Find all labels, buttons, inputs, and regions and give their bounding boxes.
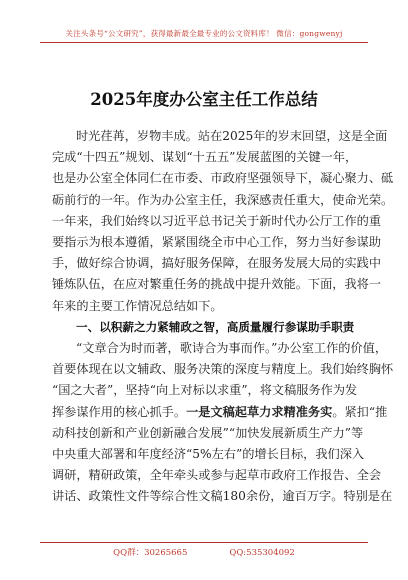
paragraph-line: 讲话、政策性文件等综合性文稿180余份，逾百万字。特别是在 [52, 489, 393, 504]
section-heading: 一、以积薪之力紧辅政之智，高质量履行参谋助手职责 [76, 319, 355, 334]
paragraph-line: “文章合为时而著，歌诗合为事而作。”办公室工作的价值， [76, 341, 388, 356]
paragraph-line: 也是办公室全体同仁在市委、市政府坚强领导下，凝心聚力、砥 [52, 171, 394, 186]
paragraph-line: 时光荏苒，岁物丰成。站在2025年的岁末回望，这是全面 [76, 129, 388, 143]
paragraph-line: “国之大者”，坚持“向上对标以求重”，将文稿服务作为发 [52, 383, 358, 398]
paragraph-line: 要指示为根本遵循，紧紧围绕全市中心工作，努力当好参谋助 [52, 235, 382, 250]
paragraph-line: 调研，精研政策，全年牵头或参与起草市政府工作报告、全会 [52, 468, 382, 483]
paragraph-line: 一年来，我们始终以习近平总书记关于新时代办公厅工作的重 [52, 213, 382, 228]
paragraph-line: 动科技创新和产业创新融合发展”“加快发展新质生产力”等 [52, 425, 364, 440]
page-title: 2025年度办公室主任工作总结 [90, 90, 318, 109]
paragraph-line: 中央重大部署和年度经济“5%左右”的增长目标，我们深入 [52, 447, 365, 462]
paragraph-line-mixed [52, 402, 388, 423]
bold-phrase: 一是文稿起草力求精准务实 [186, 404, 333, 419]
document-body [52, 126, 394, 508]
paragraph-text: 。紧扣“推 [332, 404, 388, 419]
paragraph-line: 完成“十四五”规划、谋划“十五五”发展蓝图的关键一年， [52, 150, 358, 165]
paragraph-line: 首要体现在以文辅政、服务决策的深度与精度上。我们始终胸怀 [52, 362, 394, 377]
footer-qq: QQ:535304092 [229, 548, 295, 558]
paragraph-text: 挥参谋作用的核心抓手。 [52, 404, 187, 419]
paragraph-line: 手，做好综合协调，搞好服务保障，在服务发展大局的实践中 [52, 256, 382, 271]
paragraph-line: 砺前行的一年。作为办公室主任，我深感责任重大，使命光荣。 [52, 192, 394, 207]
paragraph-line: 锤炼队伍，在应对繁重任务的挑战中提升效能。下面，我将一 [52, 277, 382, 292]
footer-qq-group: QQ群：30265665 [113, 548, 188, 558]
header-banner: 关注头条号“公文研究”，获得最新最全最专业的公文资料库！ 微信：gongwenyj [40, 28, 368, 43]
footer-banner [40, 542, 368, 558]
paragraph-line: 年来的主要工作情况总结如下。 [52, 298, 223, 313]
